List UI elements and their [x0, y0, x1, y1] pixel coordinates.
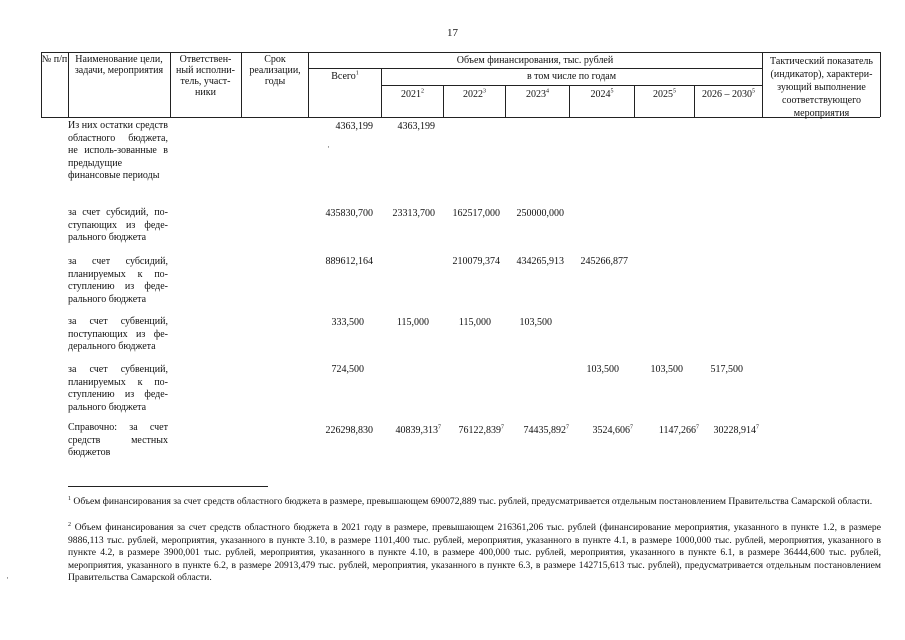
header-col-name: Наименование цели, задачи, мероприятия — [74, 54, 164, 76]
row-value-2025: 103,500 — [650, 364, 683, 375]
header-col-financing: Объем финансирования, тыс. рублей — [456, 55, 614, 66]
header-col-by-years: в том числе по годам — [526, 71, 617, 82]
row-name: за счет субвенций, планируемых к по-ступлению из феде-рального бюджета — [68, 364, 168, 413]
scan-speck: · — [6, 573, 9, 583]
header-year-2022: 2022$^3$ — [463, 88, 486, 100]
row-value-2022: 162517,000 — [452, 208, 500, 219]
header-col-responsible: Ответствен-ный исполни-тель, участ-ники — [176, 54, 235, 98]
footnote-1: $^1$ Объем финансирования за счет средств областного бюджета в размере, превышающем 690072,889 тыс. рублей, предусматривается отдельным постановлением Правительства Самарской области. — [68, 496, 873, 508]
row-total-value: 724,500 — [331, 364, 364, 375]
row-value-2024: 103,500 — [586, 364, 619, 375]
row-value-2021: 4363,199 — [397, 121, 435, 132]
row-value-2022: 210079,374 — [452, 256, 500, 267]
header-year-2023: 2023$^4$ — [526, 88, 549, 100]
footnote-separator — [68, 486, 268, 487]
row-name: Из них остатки средств областного бюджета, не исполь-зованные в предыдущие финансовые периоды — [68, 120, 168, 181]
header-col-indicator: Тактический показатель (индикатор), характери-зующий выполнение соответствующего мероприятия — [770, 56, 873, 119]
header-col-total: Всего$^1$ — [331, 70, 359, 82]
row-value-2026-2030: 517,500 — [710, 364, 743, 375]
row-value-2023: 103,500 — [519, 317, 552, 328]
row-total-value: 226298,830 — [325, 425, 373, 436]
row-name: Справочно: за счет средств местных бюджетов — [68, 422, 168, 458]
row-name: за счет субсидий, планируемых к по-ступлению из феде-рального бюджета — [68, 256, 168, 305]
header-year-2026-2030: 2026 – 2030$^5$ — [702, 88, 755, 100]
row-value-2022: 115,000 — [458, 317, 491, 328]
row-value-2021: 115,000 — [396, 317, 429, 328]
row-value-2026-2030: 30228,914$^7$ — [713, 424, 759, 436]
footnote-2: $^2$ Объем финансирования за счет средств областного бюджета в 2021 году в размере, превышающем 216361,206 тыс. рублей (финансирование мероприятия, указанного в пункте 1.2, в размере 9886,113 тыс. рублей, мероприятия, указанного в пункте 3.10, в размере 1101,400 тыс. рублей, мероприятия, указанного в пункте 4.1, в размере 1000,000 тыс. рублей, мероприятия, указанного в пункте 4.2, в размере 3900,001 тыс. рублей, мероприятия, указанного в пункте 4.10, в размере 400,000 тыс. рублей, мероприятия, указанного в пункте 6.1, в размере 36444,600 тыс. рублей, мероприятия, указанного в пункте 6.2, в размере 20913,479 тыс. рублей, мероприятия, указанного в пункте 6.3, в размере 142715,613 тыс. рублей), предусматривается отдельным постановлением Правительства Самарской области. — [68, 522, 881, 584]
row-total-value: 889612,164 — [325, 256, 373, 267]
row-value-2023: 74435,892$^7$ — [523, 424, 569, 436]
header-year-2025: 2025$^5$ — [653, 88, 676, 100]
row-value-2025: 1147,266$^7$ — [658, 424, 699, 436]
row-total-value: 435830,700 — [325, 208, 373, 219]
header-col-number: № п/п — [41, 54, 68, 65]
header-year-2021: 2021$^2$ — [401, 88, 424, 100]
header-year-2024: 2024$^5$ — [590, 88, 614, 100]
row-value-2021: 23313,700 — [392, 208, 435, 219]
page-number: 17 — [447, 27, 458, 39]
row-name: за счет субвенций, поступающих из фе-дерального бюджета — [68, 316, 168, 352]
row-name: за счет субсидий, по-ступающих из феде-рального бюджета — [68, 207, 168, 243]
row-value-2023: 250000,000 — [516, 208, 564, 219]
row-value-2021: 40839,313$^7$ — [395, 424, 441, 436]
row-value-2022: 76122,839$^7$ — [458, 424, 504, 436]
row-value-2024: 245266,877 — [580, 256, 628, 267]
row-total-value: 4363,199 — [335, 121, 373, 132]
header-col-term: Срок реализации, годы — [249, 54, 301, 87]
row-value-2023: 434265,913 — [516, 256, 564, 267]
row-total-value: 333,500 — [331, 317, 364, 328]
scan-speck: · — [327, 142, 330, 152]
row-value-2024: 3524,606$^7$ — [592, 424, 633, 436]
